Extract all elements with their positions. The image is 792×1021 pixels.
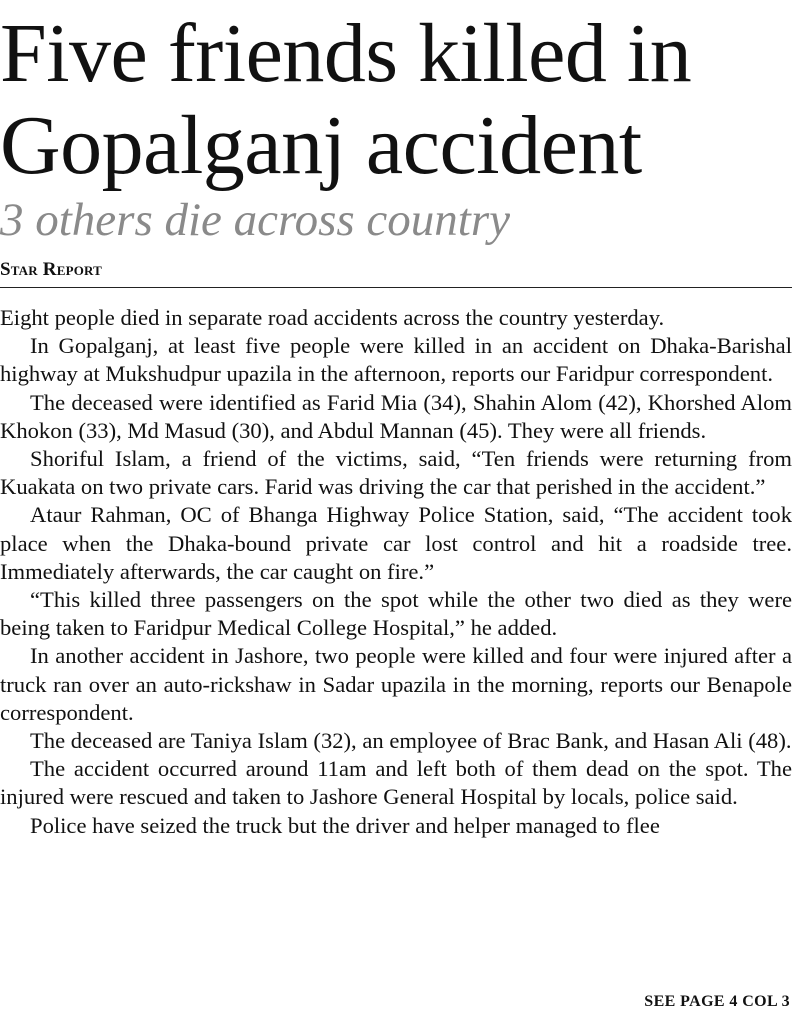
headline-line-2: Gopalganj accident — [0, 99, 642, 192]
subheadline: 3 others die across country — [0, 194, 510, 246]
article-body — [0, 304, 792, 840]
headline — [0, 8, 792, 192]
headline-line-1: Five friends killed in — [0, 7, 692, 100]
byline: Star Report — [0, 259, 103, 280]
continuation-jump-line: SEE PAGE 4 COL 3 — [644, 993, 790, 1010]
paragraph: In Gopalganj, at least five people were killed in an accident on Dhaka-Barishal highway at Mukshudpur upazila in the afternoon, reports our Faridpur correspondent. — [0, 333, 792, 387]
paragraph: Shoriful Islam, a friend of the victims, said, “Ten friends were returning from Kuakata on two private cars. Farid was driving the car that perished in the accident.” — [0, 446, 792, 500]
paragraph: In another accident in Jashore, two people were killed and four were injured after a truck ran over an auto-rickshaw in Sadar upazila in the morning, reports our Benapole correspondent. — [0, 643, 792, 725]
paragraph: The deceased are Taniya Islam (32), an employee of Brac Bank, and Hasan Ali (48). — [30, 728, 792, 754]
paragraph: Eight people died in separate road accidents across the country yesterday. — [0, 305, 665, 330]
paragraph: The accident occurred around 11am and left both of them dead on the spot. The injured were rescued and taken to Jashore General Hospital by locals, police said. — [0, 756, 792, 810]
paragraph: Ataur Rahman, OC of Bhanga Highway Police Station, said, “The accident took place when the Dhaka-bound private car lost control and hit a roadside tree. Immediately afterwards, the car caught on fire.” — [0, 502, 792, 584]
paragraph: The deceased were identified as Farid Mia (34), Shahin Alom (42), Khorshed Alom Khokon (33), Md Masud (30), and Abdul Mannan (45). They were all friends. — [0, 389, 792, 443]
byline-divider — [0, 287, 792, 288]
paragraph: Police have seized the truck but the driver and helper managed to flee — [30, 812, 660, 838]
paragraph: “This killed three passengers on the spot while the other two died as they were being taken to Faridpur Medical College Hospital,” he added. — [0, 587, 792, 641]
